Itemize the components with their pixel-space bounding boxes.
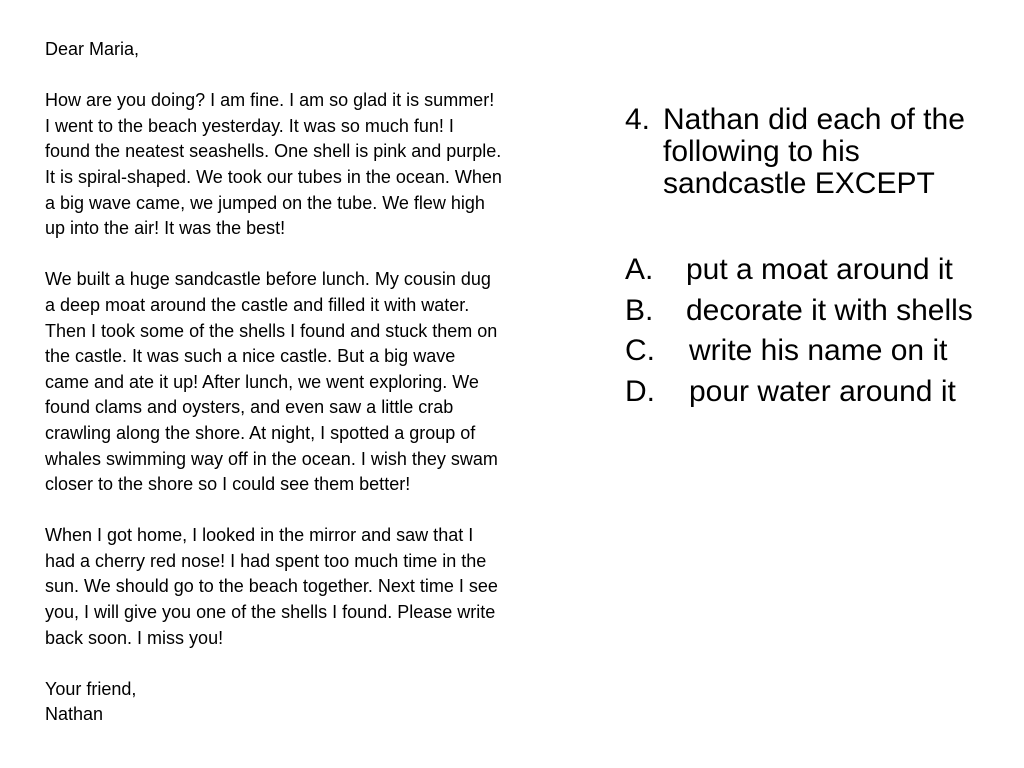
- option-a[interactable]: [625, 250, 1024, 291]
- letter-line: up into the air! It was the best!: [45, 218, 286, 239]
- letter-closing: Your friend,: [45, 678, 137, 699]
- letter-line: you, I will give you one of the shells I found. Please write: [45, 602, 496, 623]
- question-stem: [625, 104, 1024, 200]
- letter-line: back soon. I miss you!: [45, 627, 224, 648]
- letter-paragraph-2: [45, 267, 605, 497]
- option-text: write his name on it: [689, 334, 948, 367]
- answer-options: [625, 250, 1024, 412]
- letter-greeting: Dear Maria,: [45, 39, 140, 59]
- option-text: put a moat around it: [686, 253, 953, 286]
- paragraph-gap: [45, 63, 605, 89]
- letter-paragraph-3: [45, 523, 605, 651]
- question-line: Nathan did each of the: [663, 103, 965, 136]
- letter-line: whales swimming way off in the ocean. I wish they swam: [45, 448, 498, 469]
- letter-line: found the neatest seashells. One shell is pink and purple.: [45, 141, 502, 162]
- letter-line: crawling along the shore. At night, I spotted a group of: [45, 422, 476, 443]
- letter-line: a deep moat around the castle and filled it with water.: [45, 294, 470, 315]
- letter-paragraph-1: [45, 88, 605, 242]
- letter-line: found clams and oysters, and even saw a little crab: [45, 397, 454, 418]
- question-number: 4.: [625, 103, 651, 136]
- question-text: [663, 104, 1013, 200]
- option-letter: B.: [625, 293, 654, 327]
- question-4: [625, 104, 1024, 412]
- letter-line: We built a huge sandcastle before lunch. My cousin dug: [45, 269, 491, 290]
- option-letter: C.: [625, 334, 655, 367]
- letter-signature: Nathan: [45, 704, 104, 725]
- letter-line: It is spiral-shaped. We took our tubes in the ocean. When: [45, 166, 502, 187]
- paragraph-gap: [45, 242, 605, 268]
- option-c[interactable]: [625, 331, 1024, 372]
- question-line: sandcastle EXCEPT: [663, 167, 935, 200]
- option-text: pour water around it: [689, 374, 956, 408]
- paragraph-gap: [45, 498, 605, 524]
- letter-line: When I got home, I looked in the mirror and saw that I: [45, 525, 474, 546]
- paragraph-gap: [45, 651, 605, 677]
- option-b[interactable]: [625, 291, 1024, 332]
- letter: [45, 37, 605, 728]
- letter-line: Then I took some of the shells I found and stuck them on: [45, 320, 498, 341]
- letter-line: closer to the shore so I could see them better!: [45, 474, 411, 495]
- option-letter: A.: [625, 253, 654, 286]
- letter-line: came and ate it up! After lunch, we went exploring. We: [45, 371, 479, 392]
- letter-line: the castle. It was such a nice castle. But a big wave: [45, 346, 456, 367]
- option-letter: D.: [625, 374, 655, 408]
- letter-line: had a cherry red nose! I had spent too much time in the: [45, 550, 487, 571]
- letter-line: sun. We should go to the beach together. Next time I see: [45, 576, 498, 597]
- option-text: decorate it with shells: [686, 293, 973, 327]
- letter-line: How are you doing? I am fine. I am so glad it is summer!: [45, 90, 495, 111]
- question-line: following to his: [663, 135, 860, 168]
- letter-line: a big wave came, we jumped on the tube. We flew high: [45, 192, 485, 213]
- letter-line: I went to the beach yesterday. It was so much fun! I: [45, 115, 454, 136]
- option-d[interactable]: [625, 372, 1024, 413]
